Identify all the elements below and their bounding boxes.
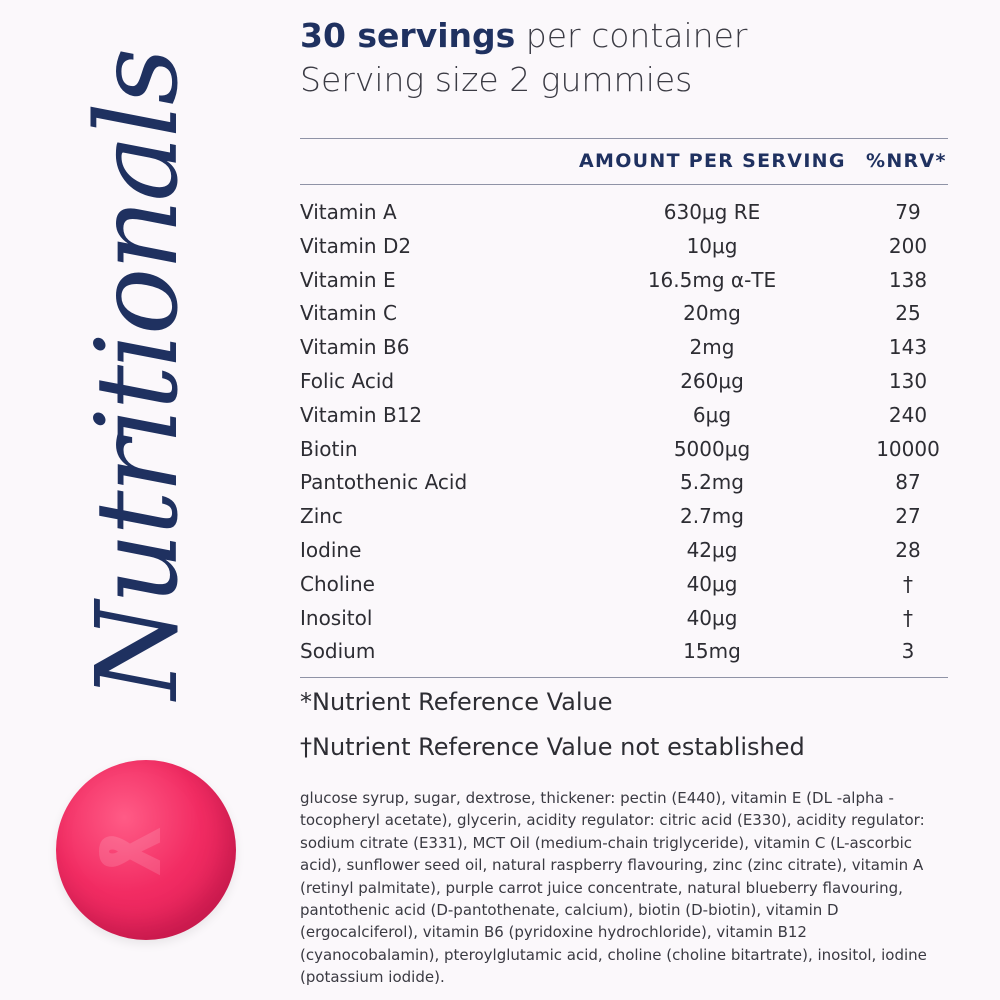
- table-row: [300, 500, 948, 534]
- nutrient-amount: 5000μg: [673, 436, 751, 461]
- nutrient-amount: 15mg: [683, 639, 741, 664]
- nutrient-amount: 20mg: [683, 301, 741, 326]
- nutrient-nrv: 10000: [876, 436, 940, 461]
- nutrient-name: Vitamin C: [300, 301, 397, 326]
- header-divider: [300, 184, 948, 185]
- nutrient-amount: 2.7mg: [680, 504, 744, 529]
- nutrient-nrv: 240: [888, 402, 928, 427]
- nutrient-nrv: 3: [901, 639, 915, 664]
- nutrient-name: Inositol: [300, 605, 373, 630]
- nutrient-amount: 10μg: [686, 233, 738, 258]
- nutrient-amount: 16.5mg α-TE: [647, 267, 777, 292]
- nutrient-amount: 260μg: [680, 368, 744, 393]
- nutrient-name: Vitamin B12: [300, 402, 423, 427]
- nutrient-name: Zinc: [300, 504, 343, 529]
- nutrient-amount: 2mg: [689, 335, 735, 360]
- table-row: [300, 297, 948, 331]
- nutrient-name: Folic Acid: [300, 368, 395, 393]
- ingredients-list: glucose syrup, sugar, dextrose, thickener: pectin (E440), vitamin E (DL -alpha - tocopheryl acetate), glycerin, acidity regulator: citric acid (E330), acidity regulator: sodium citrate (E331), MCT Oil (medium-chain triglyceride), vitamin C (L-ascorbic acid), sunflower seed oil, natural raspberry flavouring, zinc (zinc citrate), vitamin A (retinyl palmitate), purple carrot juice concentrate, natural blueberry flavouring, pantothenic acid (D-pantothenate, calcium), biotin (D-biotin), vitamin D (ergocalciferol), vitamin B6 (pyridoxine hydrochloride), vitamin B12 (cyanocobalamin), pteroylglutamic acid, choline (choline bitartrate), inositol, iodine (potassium iodide).: [300, 789, 927, 987]
- nutrient-amount: 40μg: [686, 605, 738, 630]
- servings-suffix: per container: [515, 16, 748, 55]
- nutrient-amount: 5.2mg: [680, 470, 744, 495]
- nutrient-amount: 42μg: [686, 537, 738, 562]
- nutrient-nrv: †: [903, 605, 913, 630]
- nutrient-nrv: †: [903, 571, 913, 596]
- nutrient-nrv: 130: [888, 368, 928, 393]
- nutrient-nrv: 28: [895, 537, 921, 562]
- nutrient-name: Vitamin B6: [300, 335, 410, 360]
- gummy-logo-icon: ɣ: [97, 825, 191, 878]
- nutrient-name: Sodium: [300, 639, 376, 664]
- table-row: [300, 602, 948, 636]
- nrv-column-header: %NRV*: [866, 150, 947, 172]
- nutrient-nrv: 79: [895, 200, 921, 224]
- nrv-footnote: *Nutrient Reference Value: [300, 688, 613, 716]
- table-row: [300, 264, 948, 298]
- table-row: [300, 466, 948, 500]
- table-row: [300, 635, 948, 669]
- nutrient-name: Vitamin E: [300, 267, 396, 292]
- bottom-divider: [300, 677, 948, 678]
- nutrient-table: [300, 196, 948, 669]
- nutrient-nrv: 27: [895, 504, 921, 529]
- nutrient-name: Pantothenic Acid: [300, 470, 468, 495]
- table-row: [300, 433, 948, 467]
- nutrient-nrv: 25: [895, 301, 921, 326]
- nutrient-name: Biotin: [300, 436, 358, 461]
- nutrient-name: Vitamin A: [300, 200, 397, 224]
- nutrient-name: Iodine: [300, 537, 362, 562]
- top-divider: [300, 138, 948, 139]
- table-row: [300, 331, 948, 365]
- nutrient-nrv: 200: [888, 233, 928, 258]
- table-row: [300, 230, 948, 264]
- nutrient-amount: 6μg: [692, 402, 732, 427]
- table-row: [300, 399, 948, 433]
- nutrient-name: Choline: [300, 571, 375, 596]
- nutrient-amount: 630μg RE: [663, 200, 761, 224]
- table-row: [300, 568, 948, 602]
- nutrient-nrv: 87: [895, 470, 921, 495]
- amount-column-header: AMOUNT PER SERVING: [579, 150, 846, 172]
- nutritionals-title: Nutritionals: [73, 50, 203, 700]
- servings-count: 30 servings: [300, 16, 516, 55]
- nutrient-nrv: 138: [888, 267, 928, 292]
- nutrient-name: Vitamin D2: [300, 233, 412, 258]
- nutrient-nrv: 143: [888, 335, 928, 360]
- gummy-image: [56, 760, 236, 940]
- servings-per-container: [300, 14, 747, 58]
- table-row: [300, 196, 948, 230]
- nutrient-amount: 40μg: [686, 571, 738, 596]
- serving-size: Serving size 2 gummies: [300, 60, 693, 99]
- table-row: [300, 534, 948, 568]
- not-established-footnote: †Nutrient Reference Value not established: [300, 733, 805, 761]
- table-row: [300, 365, 948, 399]
